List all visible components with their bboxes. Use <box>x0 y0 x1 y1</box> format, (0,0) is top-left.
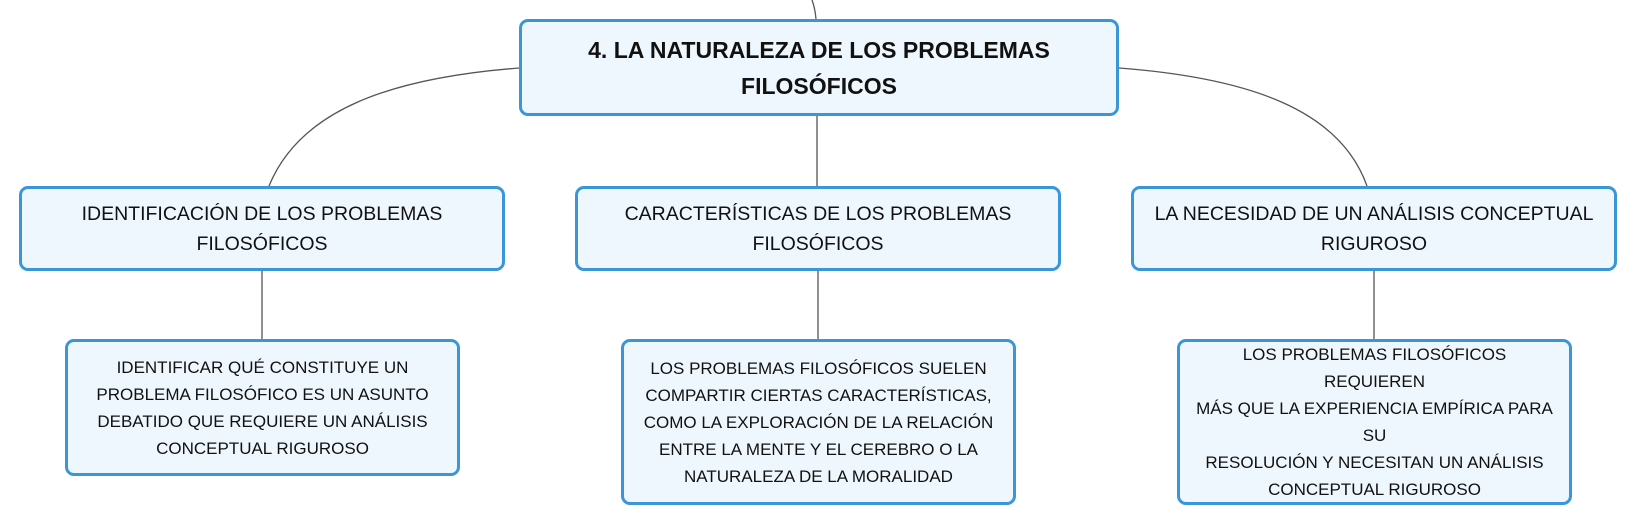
detail-identificacion-node[interactable] <box>65 339 460 476</box>
detail-caracteristicas-node[interactable] <box>621 339 1016 505</box>
branch-identificacion-node[interactable] <box>19 186 505 271</box>
detail-analisis-node[interactable] <box>1177 339 1572 505</box>
branch-caracteristicas-node[interactable] <box>575 186 1061 271</box>
connector-root-to-branch-3 <box>1119 68 1367 186</box>
root-topic-node[interactable] <box>519 19 1119 116</box>
detail-analisis-text: LOS PROBLEMAS FILOSÓFICOS REQUIEREN MÁS QUE LA EXPERIENCIA EMPÍRICA PARA SU RESOLUCIÓN Y NECESITAN UN ANÁLISIS CONCEPTUAL RIGUROSO <box>1196 345 1553 499</box>
branch-caracteristicas-label: CARACTERÍSTICAS DE LOS PROBLEMAS FILOSÓFICOS <box>624 202 1012 255</box>
connector-root-to-branch-1 <box>269 68 519 186</box>
root-topic-title: 4. LA NATURALEZA DE LOS PROBLEMAS FILOSÓFICOS <box>588 36 1050 99</box>
connector-parent-to-root <box>812 0 816 19</box>
branch-analisis-node[interactable] <box>1131 186 1617 271</box>
detail-identificacion-text: IDENTIFICAR QUÉ CONSTITUYE UN PROBLEMA FILOSÓFICO ES UN ASUNTO DEBATIDO QUE REQUIERE UN ANÁLISIS CONCEPTUAL RIGUROSO <box>96 357 429 458</box>
branch-identificacion-label: IDENTIFICACIÓN DE LOS PROBLEMAS FILOSÓFICOS <box>81 202 443 255</box>
branch-analisis-label: LA NECESIDAD DE UN ANÁLISIS CONCEPTUAL RIGUROSO <box>1154 202 1594 255</box>
detail-caracteristicas-text: LOS PROBLEMAS FILOSÓFICOS SUELEN COMPARTIR CIERTAS CARACTERÍSTICAS, COMO LA EXPLORACIÓN DE LA RELACIÓN ENTRE LA MENTE Y EL CEREBRO O LA NATURALEZA DE LA MORALIDAD <box>643 358 994 486</box>
